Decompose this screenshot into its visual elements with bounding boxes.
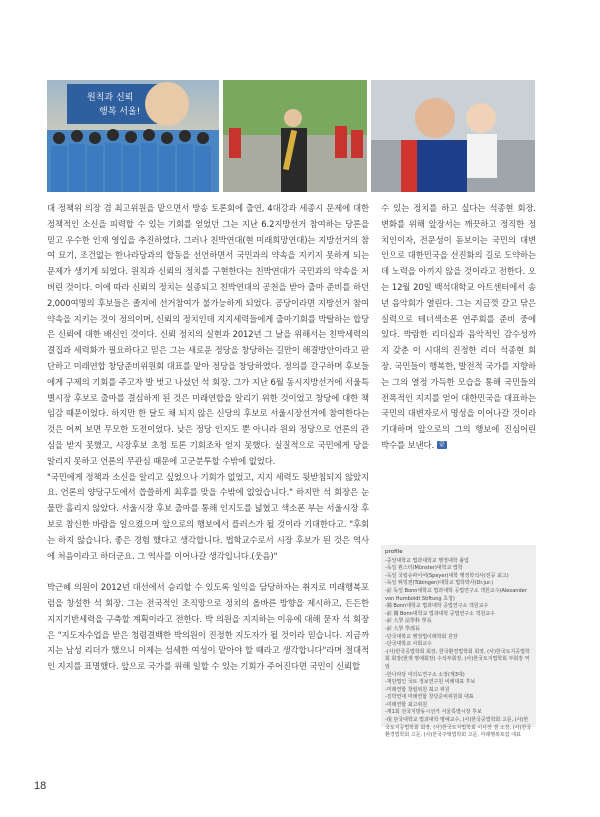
banner-text-2: 행복 서울!	[99, 107, 141, 117]
profile-line: -한나라당 여의도연구소 소장(제3대)	[385, 671, 465, 678]
profile-line: -독일 국립슈파이어(Speyer)대학 행정학석사(전공 최고)	[385, 572, 509, 579]
profile-line: -단국대학교 사회교수	[385, 641, 432, 648]
saxophone-photo	[223, 80, 367, 192]
profile-line: -재단법인 국토 정보연구원 비례대표 후보	[385, 679, 476, 686]
profile-line: -前 大學 學部長	[385, 625, 420, 632]
profile-line: -제1회 전국지방동시선거 서울특별시장 후보	[385, 709, 482, 716]
profile-line: -독일 뮌스터(Münster)대학교 법학	[385, 565, 463, 572]
article-right-column	[381, 201, 536, 454]
profile-box	[381, 545, 536, 739]
profile-line: -前 大學 法學科 學長	[385, 618, 432, 625]
article-closing-paragraph	[381, 201, 536, 454]
profile-line: -단국대학교 행정법이래학회 원장	[385, 633, 458, 640]
man-with-child-photo	[371, 80, 535, 192]
paragraph-spacer	[47, 564, 369, 580]
campaign-group-photo	[47, 80, 219, 192]
page-number: 18	[34, 780, 47, 792]
article-paragraph: 대 정책위 의장 겸 최고위원을 맡으면서 방송 토론회에 출연, 4대강과 세종시 문제에 대한 정책적인 소신을 피력할 수 있는 기회를 얻었던 그는 지난 6.2지방선거 참여하는 당론을 믿고 우수한 인재 영입을 추진하였다. 그러나 친박연대(현 미래희망연대)는 지방선거의 참여 묘기, 조건없는 한나라당과의 합동을 선언하면서 국민과의 약속을 지키지 못하게 되는 문제가 생기게 되었다. 원칙과 신뢰의 정치를 구현한다는 친박연대가 국민과의 약속을 저버린 것이다. 이에 따라 신뢰의 정치는 실종되고 친박연대의 공천을 받아 출마 준비를 하던 2,000여명의 후보들은 졸지에 선거참여가 불가능하게 되었다. 공당이라면 지방선거 참여 약속을 지키는 것이 정의이며, 신뢰의 정치인데 지지세력들에게 출마기회를 박탈하는 합당은 신뢰에 대한 배신인 것이다. 신뢰 정치의 실현과 2012년 그 날을 위해서는 친박세력의 결집과 세력화가 필요하다고 믿은 그는 새로운 정당을 창당하는 길만이 해결방안이라고 판단하고 미래연합 창당준비위원회 대표를 맡아 정당을 창당하였다. 정의를 갈구하며 후보들에게 구제의 기회를 주고자 발 벗고 나섰던 석 회장. 그가 지난 6월 동시지방선거에 서울특별시장 후보로 출마를 결심하게 된 것은 미래연합을 알리기 위한 것이었고 창당에 대한 책임감 때문이었다. 하지만 한 달도 채 되지 않은 신당의 후보로 서울시장선거에 참여한다는 것은 어찌 보면 무모한 도전이었다. 낮은 정당 인지도 뿐 아니라 원외 정당으로 언론의 관심을 받지 못했고, 시장후보 초청 토론 기회조차 얻지 못했다. 실질적으로 국민에게 당을 알리지 못하고 언론의 무관심 때문에 고군분투할 수밖에 없었다.	[47, 203, 369, 466]
end-mark-badge: 끝	[439, 441, 445, 449]
profile-line: -중앙대학교 법과대학교 행정대학 졸업	[385, 557, 469, 564]
profile-title: profile	[385, 549, 403, 555]
profile-line: -(사)한국공법학회 회장, 한국환경법학회 회장, (사)한국토지공법학회 회장(현재 명예회장) 수석부회장, (사)한국토지법학회 부회장 역임	[385, 648, 530, 670]
profile-line: -독일 튀빙겐(Tübingen)대학교 법학박사(Dr.jur.)	[385, 580, 494, 587]
profile-line: -前 獨 Bonn대학교 법과대학 공법연구소 객원교수	[385, 610, 495, 617]
profile-line: -獨 Bonn대학교 법과대학 공법연구소 객원교수	[385, 603, 489, 610]
closing-text: 수 있는 정치를 하고 싶다는 석종현 회장. 변화를 위해 앞장서는 깨끗하고 정직한 정치인이자, 전문성이 돋보이는 국민의 대변인으로 대한민국을 선진화의 길로 도약하는 데 노력을 아끼지 않을 것이라고 전한다. 오는 12월 20일 백석대학교 아트센터에서 송년 음악회가 열린다. 그는 지금껏 갈고 닦은 실력으로 테너색소폰 연주회를 준비 중에 있다. 박람한 리더십과 음악적인 감수성까지 갖춘 이 시대의 진정한 리더 석종현 회장. 국민들이 행복한, 발전적 국가를 지향하는 그의 열정 가득한 모습을 통해 국민들의 전폭적인 지지를 얻어 대한민국을 대표하는 국민의 대변자로서 명성을 이어나갈 것이라 기대하며 앞으로의 그의 행보에 진심어린 박수를 보낸다.	[381, 203, 536, 450]
profile-line: -미래연합 최고위원	[385, 701, 428, 708]
profile-line: -現 단국대학교 법과대학 명예교수, (사)한국공법학회 고문, (사)한국토지공법학회 회장, (사)한국토지법학회 이사장 겸 소장, (사)한국환경법학회 고문, (사)한국주택법학회 고문, 미래행복포럼 대표	[385, 717, 532, 739]
banner-text: 원칙과 신뢰	[87, 93, 134, 103]
article-quote-paragraph: "국민에게 정책과 소신을 알리고 싶었으나 기회가 없었고, 지지 세력도 뒷받침되지 않았지요. 언론의 양당구도에서 씁쓸하게 최후를 맞을 수밖에 없었습니다." 하지만 석 회장은 눈물만 흘리지 않았다. 서울시장 후보 출마를 통해 인지도를 넓혔고 색소폰 부는 서울시장 후보로 참신한 바람을 일으켰으며 앞으로의 행보에서 플러스가 될 것이라 기대한다고. "후회는 하지 않습니다. 좋은 경험 했다고 생각합니다. 법학교수로서 시장 후보가 된 것은 역사에 처음이라고 하더군요. 그 역사를 이어나갈 생각입니다.(웃음)"	[47, 471, 369, 561]
profile-line: -前 독일 Bonn대학교 법과대학 공법연구소 객원교수(Alexander von Humboldt Stiftung 초청)	[385, 587, 527, 602]
article-paragraph: 박근혜 의원이 2012년 대선에서 승리할 수 있도록 일익을 담당하자는 취지로 미래행복포럼을 창설한 석 회장. 그는 전국적인 조직망으로 정치의 올바른 방향을 제시하고, 든든한 지지기반세력을 구축할 계획이라고 전한다. 박 의원을 지지하는 이유에 대해 묻자 석 회장은 "지도자수업을 받은 청렴결백한 박의원이 진정한 지도자가 될 것이라 믿습니다. 지금까지는 남성 리더가 했으니 이제는 섬세한 여성이 맡아야 할 때라고 생각합니다"라며 절대적인 지지를 표명했다. 앞으로 국가를 위해 일할 수 있는 기회가 주어진다면 국민이 신뢰할	[47, 582, 369, 672]
profile-line: -미래연합 창립위원 최고 위원	[385, 686, 450, 693]
article-left-column	[47, 201, 369, 675]
profile-line: -친박연대 미래연합 창당준비위원회 대표	[385, 694, 474, 701]
